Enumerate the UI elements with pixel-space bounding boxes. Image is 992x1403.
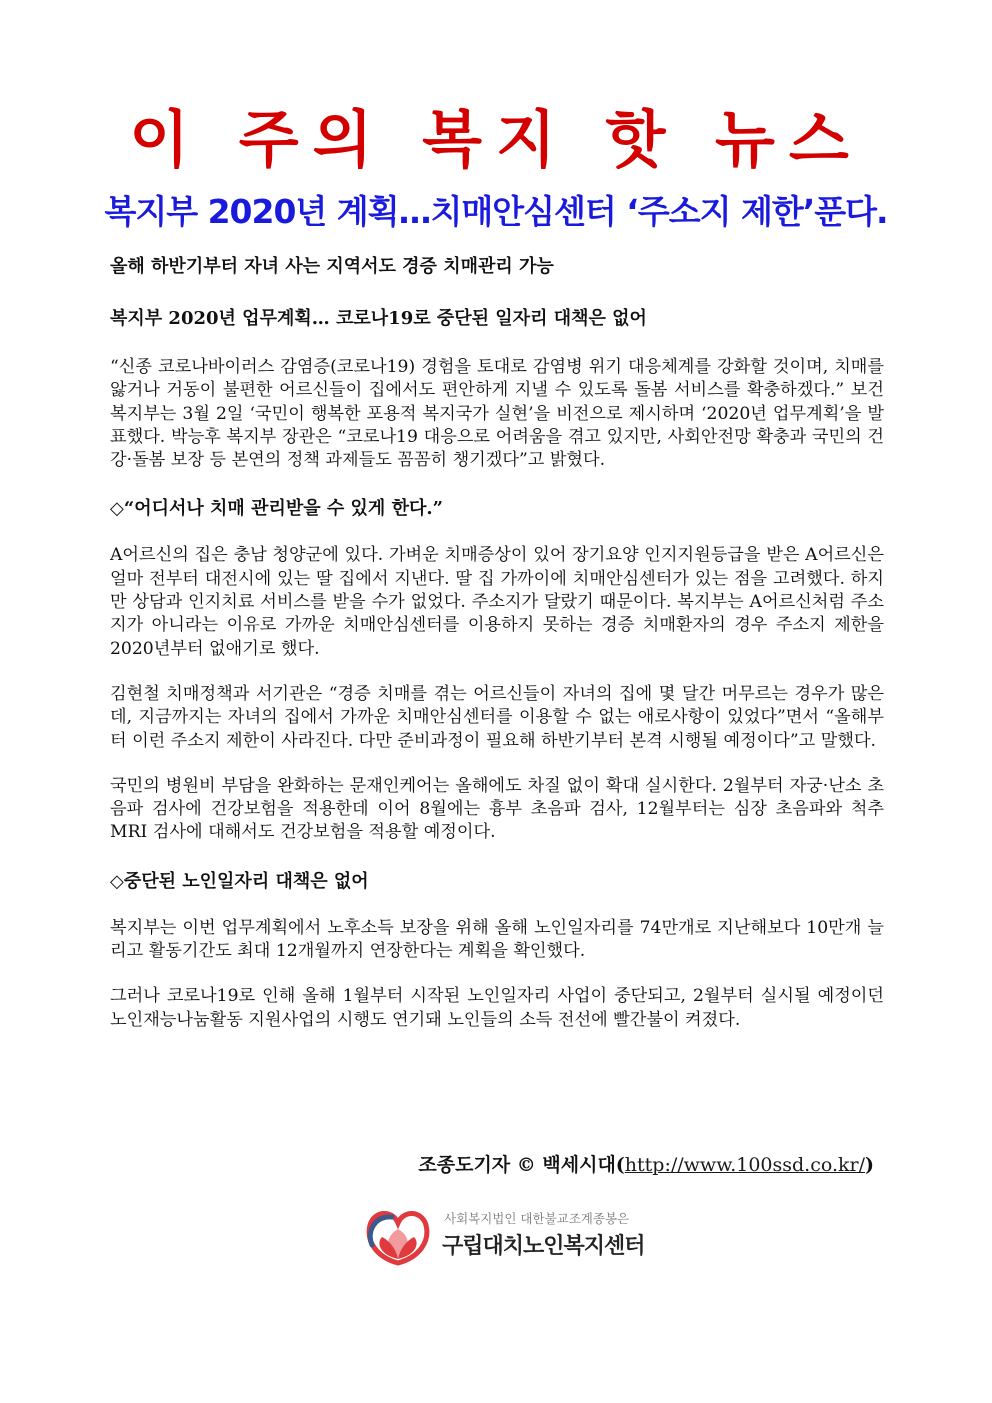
paragraph-dementia-case: A어르신의 집은 충남 청양군에 있다. 가벼운 치매증상이 있어 장기요양 인지지원등급을 받은 A어르신은 얼마 전부터 대전시에 있는 딸 집에서 지낸다. 딸 집 가까이에 치매안심센터가 있는 점을 고려했다. 하지만 상담과 인지치료 서비스를 받을 수가 없었다. 주소지가 달랐기 때문이다. 복지부는 A어르신처럼 주소지가 아니라는 이유로 가까운 치매안심센터를 이용하지 못하는 경증 치매환자의 경우 주소지 제한을 2020년부터 없애기로 했다.	[110, 545, 884, 659]
paragraph-dementia-quote: 김현철 치매정책과 서기관은 “경증 치매를 겪는 어르신들이 자녀의 집에 몇 달간 머무르는 경우가 많은데, 지금까지는 자녀의 집에서 가까운 치매안심센터를 이용할 수 없는 애로사항이 있었다”면서 “올해부터 이런 주소지 제한이 사라진다. 다만 준비과정이 필요해 하반기부터 본격 시행될 예정이다”고 말했다.	[110, 683, 884, 751]
byline-close: )	[865, 1154, 874, 1176]
source-link[interactable]: http://www.100ssd.co.kr/	[624, 1154, 865, 1176]
lotus-logo-icon	[362, 1205, 434, 1267]
org-name: 구립대치노인복지센터	[442, 1234, 645, 1259]
byline	[418, 1150, 874, 1180]
byline-author: 조종도기자 © 백세시대(	[418, 1154, 625, 1176]
headline: 복지부 2020년 계획…치매안심센터 ‘주소지 제한’푼다.	[104, 192, 888, 231]
subhead-1: 올해 하반기부터 자녀 사는 지역서도 경증 치매관리 가능	[110, 256, 554, 277]
section-heading-dementia: ◇“어디서나 치매 관리받을 수 있게 한다.”	[110, 498, 443, 520]
page-title: 이 주의 복지 핫 뉴스	[129, 103, 863, 176]
paragraph-jobs-plan: 복지부는 이번 업무계획에서 노후소득 보장을 위해 올해 노인일자리를 74만개로 지난해보다 10만개 늘리고 활동기간도 최대 12개월까지 연장한다는 계획을 확인했다.	[110, 917, 884, 962]
article-body	[110, 252, 884, 1054]
footer-logo	[362, 1205, 645, 1267]
subhead-2: 복지부 2020년 업무계획… 코로나19로 중단된 일자리 대책은 없어	[110, 308, 647, 329]
paragraph-moon-care: 국민의 병원비 부담을 완화하는 문재인케어는 올해에도 차질 없이 확대 실시한다. 2월부터 자궁·난소 초음파 검사에 건강보험을 적용한데 이어 8월에는 흉부 초음파 검사, 12월부터는 심장 초음파와 척추 MRI 검사에 대해서도 건강보험을 적용할 예정이다.	[110, 775, 884, 843]
intro-paragraph: “신종 코로나바이러스 감염증(코로나19) 경험을 토대로 감염병 위기 대응체계를 강화할 것이며, 치매를 앓거나 거동이 불편한 어르신들이 집에서도 편안하게 지낼 수 있도록 돌봄 서비스를 확충하겠다.” 보건복지부는 3월 2일 ‘국민이 행복한 포용적 복지국가 실현’을 비전으로 제시하며 ‘2020년 업무계획’을 발표했다. 박능후 복지부 장관은 “코로나19 대응으로 어려움을 겪고 있지만, 사회안전망 확충과 국민의 건강·돌봄 보장 등 본연의 정책 과제들도 꼼꼼히 챙기겠다”고 밝혔다.	[110, 357, 884, 471]
section-heading-jobs: ◇중단된 노인일자리 대책은 없어	[110, 870, 369, 892]
org-subtitle: 사회복지법인 대한불교조계종봉은	[444, 1211, 630, 1226]
paragraph-jobs-suspended: 그러나 코로나19로 인해 올해 1월부터 시작된 노인일자리 사업이 중단되고, 2월부터 실시될 예정이던 노인재능나눔활동 지원사업의 시행도 연기돼 노인들의 소득 전선에 빨간불이 켜졌다.	[110, 986, 884, 1030]
